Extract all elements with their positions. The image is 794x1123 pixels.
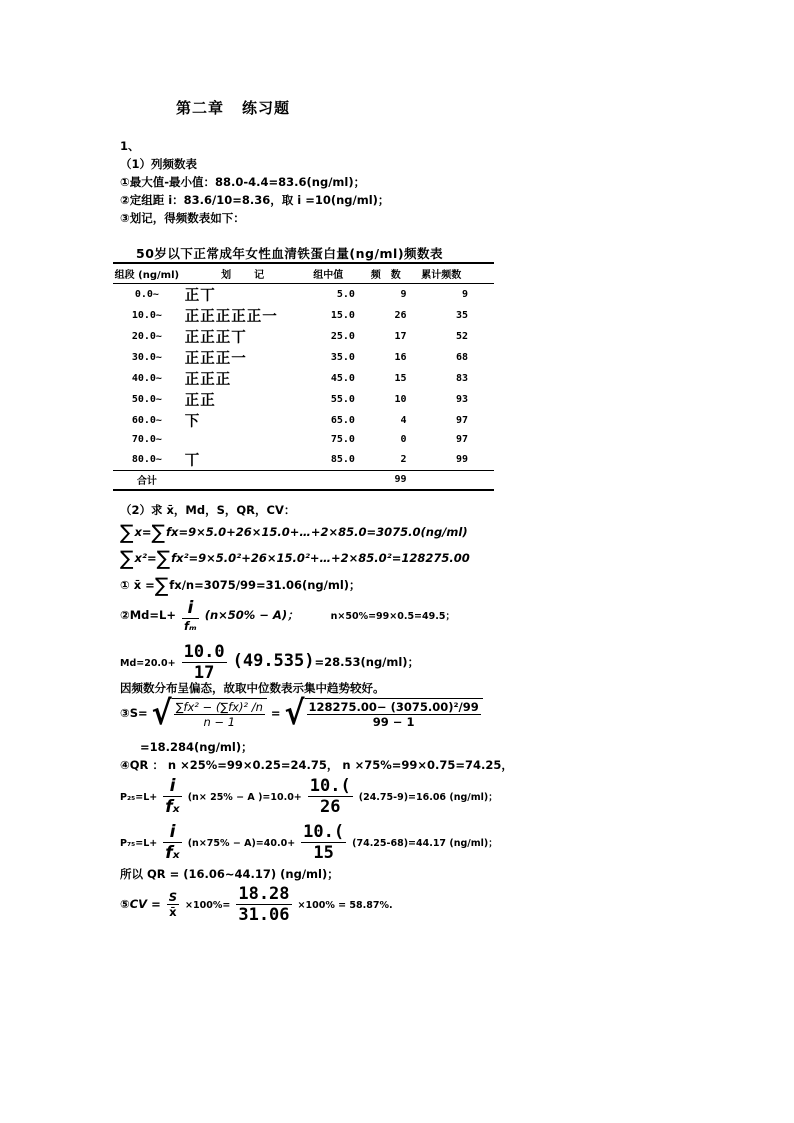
cumulative-cell: 97 (455, 434, 468, 446)
p75-formula: P₇₅=L+ $\frac{i}{\text{fₓ}}$ (n×75% − A)=40.0+ $\frac{10.(}{15}$ (74.25-68)=44.17 (ng/ml)； (120, 822, 498, 863)
mean-line: ① x̄ =∑fx/n=3075/99=31.06(ng/ml)； (120, 573, 361, 597)
midpoint-cell: 55.0 (330, 394, 355, 405)
midpoint-cell: 15.0 (330, 310, 355, 321)
group-cell: 50.0~ (131, 394, 162, 405)
midpoint-cell: 45.0 (330, 373, 355, 384)
cumulative-cell: 97 (455, 415, 468, 426)
frequency-cell: 4 (400, 415, 407, 426)
sigma-symbol: ∑ (151, 520, 166, 544)
sigma-symbol: ∑ (156, 546, 171, 570)
frequency-cell: 17 (394, 331, 407, 342)
frequency-cell: 10 (394, 394, 407, 405)
part1-heading: （1）列频数表 (120, 157, 198, 171)
table-caption: 50岁以下正常成年女性血清铁蛋白量(ng/ml)频数表 (136, 246, 444, 261)
median-value: Md=20.0+ $\frac{10.0}{17}$ (49.535)=28.53(ng/ml)； (120, 642, 420, 683)
frequency-cell: 9 (400, 289, 407, 300)
table-header-row (113, 263, 494, 284)
sigma-symbol: ∑ (120, 520, 134, 544)
median-fraction: $\frac{i}{\text{fₘ}}$ (184, 598, 197, 633)
tally-cell: 正正 (184, 393, 216, 409)
group-cell: 30.0~ (131, 352, 162, 363)
frequency-cell: 26 (394, 310, 407, 321)
cumulative-cell: 93 (455, 394, 468, 405)
group-cell: 70.0~ (131, 434, 162, 446)
step1-range: ①最大值-最小值：88.0-4.4=83.6(ng/ml)； (120, 175, 366, 189)
header-group: 组段 (ng/ml) (113, 263, 181, 284)
table-row (113, 410, 494, 431)
chapter-name: 练习题 (242, 99, 291, 117)
sigma-symbol: ∑ (120, 546, 134, 570)
group-cell: 80.0~ (131, 453, 162, 465)
step2-interval: ②定组距 i：83.6/10=8.36，取 i =10(ng/ml)； (120, 193, 390, 207)
skew-note: 因频数分布呈偏态，故取中位数表示集中趋势较好。 (120, 681, 385, 695)
total-label: 合计 (113, 470, 181, 489)
group-cell: 0.0~ (134, 289, 159, 300)
cumulative-cell: 99 (455, 453, 468, 465)
median-fraction-2: $\frac{10.0}{17}$ (183, 642, 225, 683)
midpoint-cell: 35.0 (330, 352, 355, 363)
tally-cell: 正正正一 (184, 351, 247, 367)
frequency-table (113, 262, 494, 491)
frequency-cell: 2 (400, 453, 407, 465)
sigma-symbol: ∑ (154, 573, 169, 597)
cv-formula: ⑤CV = $\frac{S}{x̄}$ ×100%= $\frac{18.28}{31.06}$ ×100% = 58.87%. (120, 884, 393, 925)
frequency-cell: 15 (394, 373, 407, 384)
sd-result: =18.284(ng/ml)； (140, 740, 253, 754)
cumulative-cell: 9 (461, 289, 468, 300)
step3-tally: ③划记，得频数表如下： (120, 211, 245, 225)
sum-fx2-line: ∑x²=∑fx²=9×5.0²+26×15.0²+…+2×85.0²=128275.00 (120, 546, 470, 570)
tally-cell: 正正正正正一 (184, 309, 278, 325)
total-frequency: 99 (365, 470, 415, 489)
midpoint-cell: 75.0 (330, 434, 355, 446)
median-formula: ②Md=L+ $\frac{i}{\text{fₘ}}$ (n×50% − A)； n×50%=99×0.5=49.5； (120, 598, 455, 633)
cumulative-cell: 52 (455, 331, 468, 342)
cumulative-cell: 35 (455, 310, 468, 321)
tally-cell: 正正正丅 (184, 330, 247, 346)
header-tally: 划 记 (181, 263, 302, 284)
tally-cell: 下 (184, 414, 201, 430)
group-cell: 20.0~ (131, 331, 162, 342)
group-cell: 10.0~ (131, 310, 162, 321)
tally-cell: 正正正 (184, 372, 232, 388)
cumulative-cell: 68 (455, 352, 468, 363)
page-title (176, 97, 290, 118)
midpoint-cell: 85.0 (330, 453, 355, 465)
sd-formula: ③S= √ $\frac{\text{∑fx² − (∑fx)² /n}}{n - 1}$ = √ $\frac{\text{128275.00− (3075.00)²/99}}{99 - 1}$ (120, 698, 483, 729)
midpoint-cell: 5.0 (336, 289, 355, 300)
table-row (113, 368, 494, 389)
cumulative-cell: 83 (455, 373, 468, 384)
qr-result: 所以 QR = (16.06~44.17) (ng/ml)； (120, 867, 339, 881)
frequency-cell: 16 (394, 352, 407, 363)
table-row (113, 389, 494, 410)
table-row (113, 347, 494, 368)
table-row (113, 449, 494, 471)
question-number: 1、 (120, 139, 140, 153)
tally-cell (181, 431, 302, 449)
table-total-row (113, 470, 494, 489)
table-row (113, 326, 494, 347)
header-cumulative: 累计频数 (415, 263, 494, 284)
tally-cell: 正丅 (184, 288, 216, 304)
p25-formula: P₂₅=L+ $\frac{i}{\text{fₓ}}$ (n× 25% − A )=10.0+ $\frac{10.(}{26}$ (24.75-9)=16.06 (ng/ml)； (120, 776, 498, 817)
part2-heading: （2）求 x̄，Md，S，QR，CV： (120, 503, 296, 517)
table-row (113, 431, 494, 449)
table-row (113, 284, 494, 306)
header-midpoint: 组中值 (302, 263, 365, 284)
tally-cell: 丅 (184, 452, 201, 469)
header-frequency: 频 数 (365, 263, 415, 284)
table-row (113, 305, 494, 326)
chapter-label: 第二章 (176, 99, 225, 117)
frequency-cell: 0 (400, 434, 407, 446)
midpoint-cell: 25.0 (330, 331, 355, 342)
sum-fx-line: ∑x=∑fx=9×5.0+26×15.0+…+2×85.0=3075.0(ng/ml) (120, 520, 468, 544)
qr-positions: ④QR ： n ×25%=99×0.25=24.75， n ×75%=99×0.75=74.25， (120, 758, 513, 772)
group-cell: 40.0~ (131, 373, 162, 384)
midpoint-cell: 65.0 (330, 415, 355, 426)
group-cell: 60.0~ (131, 415, 162, 426)
